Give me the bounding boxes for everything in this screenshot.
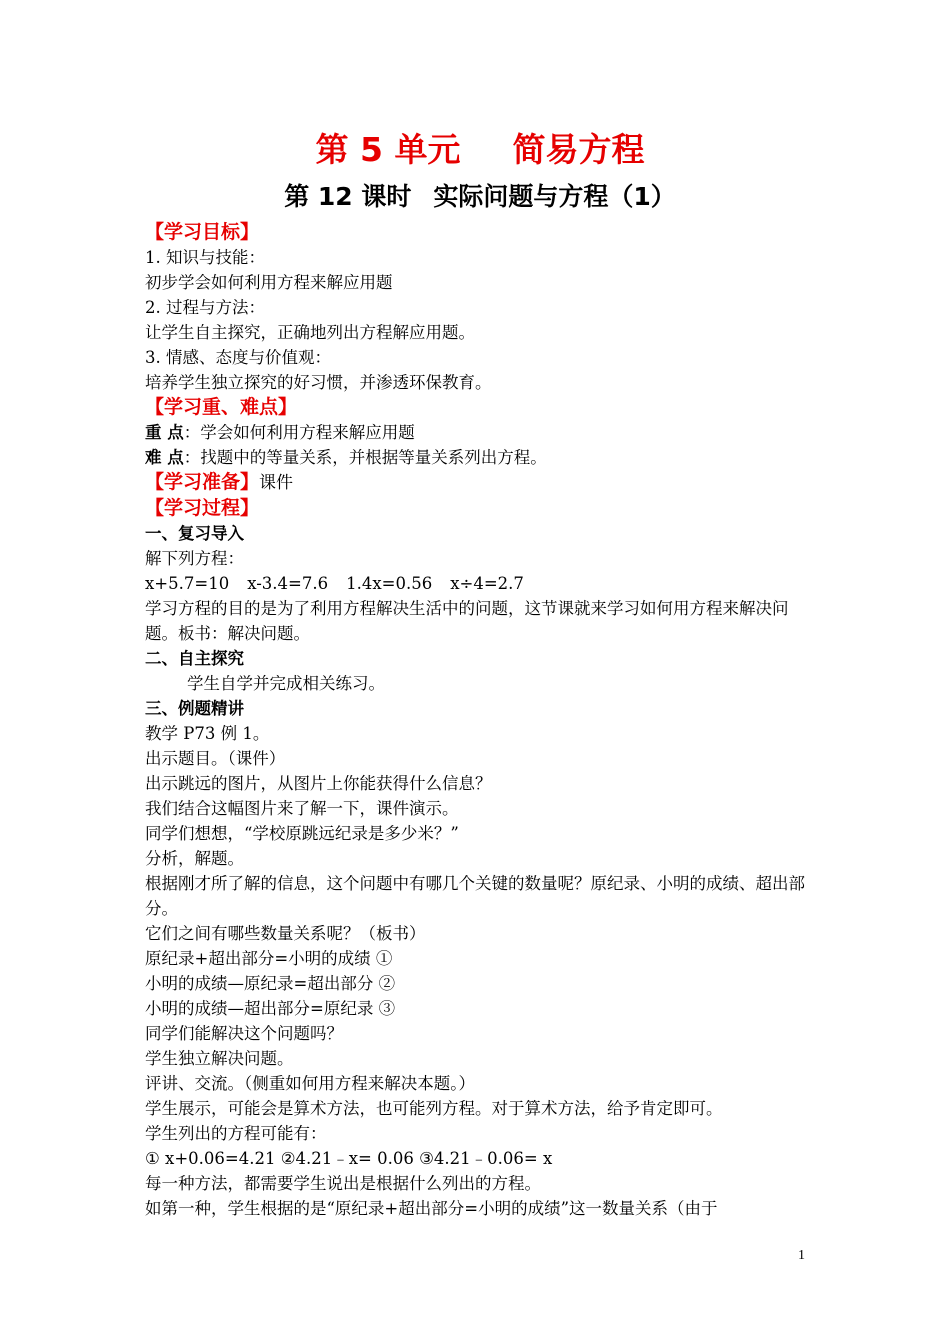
part3-line: 同学们想想，“学校原跳远纪录是多少米？” <box>145 824 459 843</box>
part3-paragraph: 根据刚才所了解的信息，这个问题中有哪几个关键的数量呢？原纪录、小明的成绩、超出部分。 <box>145 874 805 918</box>
lesson-title-number: 第 12 课时 <box>284 182 412 211</box>
goal-line: 让学生自主探究，正确地列出方程解应用题。 <box>145 323 475 342</box>
part3-line: 学生列出的方程可能有： <box>145 1124 327 1143</box>
difficulty-text: ：找题中的等量关系，并根据等量关系列出方程。 <box>183 448 547 467</box>
part3-heading: 三、例题精讲 <box>145 699 244 718</box>
section-prep-value: 课件 <box>259 473 294 493</box>
section-prep-heading <box>145 470 815 496</box>
equation: x+5.7=10 <box>145 574 230 593</box>
part3-line: 评讲、交流。（侧重如何用方程来解决本题。） <box>145 1074 475 1093</box>
part3-line: 如第一种，学生根据的是“原纪录+超出部分=小明的成绩”这一数量关系（由于 <box>145 1199 718 1218</box>
part3-line: 我们结合这幅图片来了解一下，课件演示。 <box>145 799 459 818</box>
relation-line: 小明的成绩—原纪录=超出部分 ② <box>145 974 396 993</box>
section-prep-label: 【学习准备】 <box>145 471 260 493</box>
key-point-text: ：学会如何利用方程来解应用题 <box>183 423 415 442</box>
part2-heading: 二、自主探究 <box>145 649 244 668</box>
lesson-title <box>145 174 815 220</box>
part3-line: 出示跳远的图片，从图片上你能获得什么信息？ <box>145 774 492 793</box>
section-process-heading: 【学习过程】 <box>145 497 260 519</box>
document-body <box>145 126 815 1221</box>
part1-paragraph: 学习方程的目的是为了利用方程解决生活中的问题，这节课就来学习如何用方程来解决问题。板书：解决问题。 <box>145 599 789 643</box>
part3-line: 教学 P73 例 1。 <box>145 724 270 743</box>
relation-line: 小明的成绩—超出部分=原纪录 ③ <box>145 999 396 1018</box>
lesson-title-name: 实际问题与方程（1） <box>433 182 676 211</box>
relation-line: 原纪录+超出部分=小明的成绩 ① <box>145 949 393 968</box>
goal-line: 培养学生独立探究的好习惯，并渗透环保教育。 <box>145 373 492 392</box>
part3-line: 出示题目。（课件） <box>145 749 286 768</box>
part3-line: 学生展示，可能会是算术方法，也可能列方程。对于算术方法，给予肯定即可。 <box>145 1099 723 1118</box>
unit-title-name: 简易方程 <box>512 130 645 169</box>
part3-line: 每一种方法，都需要学生说出是根据什么列出的方程。 <box>145 1174 541 1193</box>
equation: x÷4=2.7 <box>450 574 524 593</box>
part2-text: 学生自学并完成相关练习。 <box>187 674 385 693</box>
goal-line: 1. 知识与技能： <box>145 248 265 267</box>
unit-title-number: 第 5 单元 <box>315 130 461 169</box>
part3-line: 它们之间有哪些数量关系呢？（板书） <box>145 924 426 943</box>
page-number: 1 <box>798 1248 805 1263</box>
part1-intro: 解下列方程： <box>145 549 244 568</box>
difficulty-label: 难 点 <box>145 448 184 467</box>
equation: x-3.4=7.6 <box>247 574 329 593</box>
goal-line: 初步学会如何利用方程来解应用题 <box>145 273 393 292</box>
part3-line: 同学们能解决这个问题吗？ <box>145 1024 343 1043</box>
part1-heading: 一、复习导入 <box>145 524 244 543</box>
equation: 1.4x=0.56 <box>346 574 433 593</box>
key-point-label: 重 点 <box>145 423 184 442</box>
part3-line: 分析，解题。 <box>145 849 244 868</box>
difficulty-line <box>145 445 815 470</box>
key-point-line <box>145 420 815 445</box>
goal-line: 3. 情感、态度与价值观： <box>145 348 331 367</box>
section-goals-heading: 【学习目标】 <box>145 221 260 243</box>
unit-title <box>145 126 815 174</box>
equation-list <box>145 571 815 596</box>
goal-line: 2. 过程与方法： <box>145 298 265 317</box>
part3-line: 学生独立解决问题。 <box>145 1049 294 1068</box>
equation-options: ① x+0.06=4.21 ②4.21﹣x= 0.06 ③4.21﹣0.06= x <box>145 1149 553 1168</box>
section-key-heading: 【学习重、难点】 <box>145 396 298 418</box>
